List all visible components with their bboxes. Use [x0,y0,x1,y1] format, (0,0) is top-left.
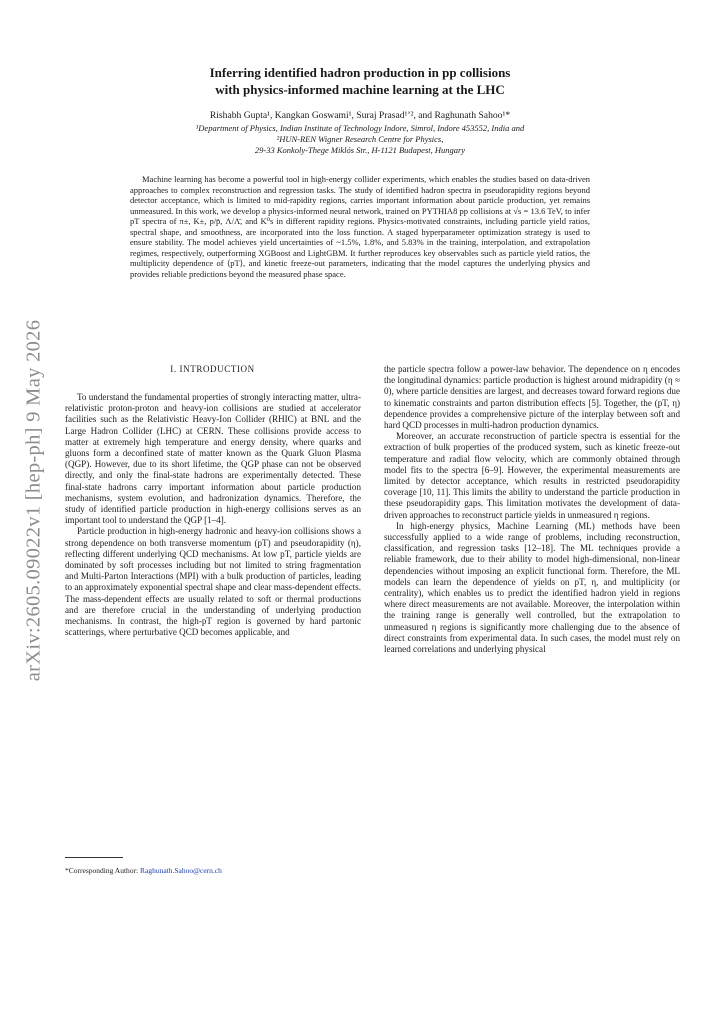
intro-paragraph-4: In high-energy physics, Machine Learning (ML) methods have been successfully applied to a wide range of problems, including reconstruction, classification, and regression tasks [12–18]. The ML techniques provide a reliable framework, due to their ability to model high-dimensional, non-linear dependencies without imposing an explicit functional form. Therefore, the ML models can learn the dependence of yields on pT, η, and multiplicity (or centrality), which enables us to predict the identified hadron yield in regions where direct measurements are not available. Moreover, the interpolation within the training range is generally well controlled, but the extrapolation to unmeasured η regions is significantly more challenging due to the absence of direct constraints from experimental data. In such cases, the model must rely on learned correlations and underlying physical [384,520,680,655]
author-list: Rishabh Gupta¹, Kangkan Goswami¹, Suraj Prasad¹ʼ², and Raghunath Sahoo¹* [209,110,511,121]
intro-paragraph-3: Moreover, an accurate reconstruction of particle spectra is essential for the extraction of bulk properties of the produced system, such as kinetic freeze-out temperature and radial flow velocity, which are commonly obtained through model fits to the spectra [6–9]. However, the experimental measurements are limited by detector acceptance, which results in restricted pseudorapidity coverage [10, 11]. This limits the ability to understand the particle production in these pseudorapidity gaps. This limitation motivates the development of data-driven approaches to reconstruct particle yields in unmeasured η regions. [384,431,680,520]
left-column [65,392,361,638]
footnote-label: *Corresponding Author: [65,866,140,875]
arxiv-watermark [14,290,54,710]
paper-title [140,64,580,98]
title-line-2: with physics-informed machine learning at the LHC [215,82,505,97]
right-column [384,364,680,655]
section-heading-introduction: I. INTRODUCTION [170,364,255,374]
footnote-divider [65,857,123,858]
abstract-text: Machine learning has become a powerful tool in high-energy collider experiments, which enables the studies based on data-driven approaches to complex reconstruction and regression tasks. The study of identified hadron spectra in pseudorapidity regions beyond detector acceptance, which is limited to mid-rapidity regions, carries important information about particle production, yet remains unmeasured. In this work, we develop a physics-informed neural network, trained on PYTHIA8 pp collisions at √s = 13.6 TeV, to infer pT spectra of π±, K±, p/p̄, Λ/Λ̄, and K⁰s in different rapidity regions. Physics-motivated constraints, including particle yield ratios, spectral shape, and smoothness, are incorporated into the loss function. A staged hyperparameter optimization strategy is used to ensure stability. The model achieves yield uncertainties of ~1.5%, 1.8%, and 5.83% in the training, interpolation, and extrapolation regimes, respectively, outperforming XGBoost and LightGBM. It further reproduces key observables such as particle yield ratios, the multiplicity dependence of ⟨pT⟩, and kinetic freeze-out parameters, indicating that the model captures the underlying physics and provides reliable predictions beyond the measured phase space. [130,174,590,279]
corresponding-author-email-link[interactable]: Raghunath.Sahoo@cern.ch [140,866,222,875]
affiliations [100,123,620,156]
abstract [130,174,590,279]
intro-paragraph-2-continued: the particle spectra follow a power-law behavior. The dependence on η encodes the longitudinal dynamics: particle production is highest around midrapidity (η ≈ 0), where particle densities are largest, and decreases toward forward regions due to kinematic constraints and parton distribution effects [5]. Together, the (pT, η) dependence provides a comprehensive picture of the interplay between soft and hard QCD processes in multi-hadron production dynamics. [384,364,680,431]
arxiv-identifier: arXiv:2605.09022v1 [hep-ph] 9 May 2026 [22,319,45,681]
affiliation-2-address: 29-33 Konkoly-Thege Miklós Str., H-1121 Budapest, Hungary [254,145,466,155]
title-line-1: Inferring identified hadron production in pp collisions [209,65,511,80]
corresponding-author-footnote [65,866,361,875]
intro-paragraph-2: Particle production in high-energy hadronic and heavy-ion collisions shows a strong dependence on both transverse momentum (pT) and pseudorapidity (η), reflecting different underlying QCD mechanisms. At low pT, particle yields are dominated by soft processes including but not limited to string fragmentation and Multi-Parton Interactions (MPI) with a bulk production of particles, leading to an approximately exponential spectral shape and clear mass-dependent effects. The mass-dependent effects are usually related to soft or thermal productions and are therefore crucial in the understanding of underlying production mechanisms. In contrast, the high-pT region is governed by hard partonic scatterings, where perturbative QCD becomes applicable, and [65,526,361,638]
intro-paragraph-1: To understand the fundamental properties of strongly interacting matter, ultra-relativistic proton-proton and heavy-ion collisions are studied at accelerator facilities such as the Relativistic Heavy-Ion Collider (RHIC) at BNL and the Large Hadron Collider (LHC) at CERN. These collisions provide access to matter at extremely high temperature and energy density, where quarks and gluons form a deconfined state of matter known as the Quark Gluon Plasma (QGP). However, due to its short lifetime, the QGP phase can not be observed directly, and only the final-state hadrons are experimentally detected. These final-state hadrons carry important information about particle production mechanisms, system evolution, and hadronization dynamics. Therefore, the study of identified particle production in high-energy collisions serves as an important tool to understand the QGP [1–4]. [65,392,361,526]
affiliation-1: ¹Department of Physics, Indian Institute of Technology Indore, Simrol, Indore 453552, India and [195,123,525,133]
affiliation-2: ²HUN-REN Wigner Research Centre for Physics, [276,134,444,144]
